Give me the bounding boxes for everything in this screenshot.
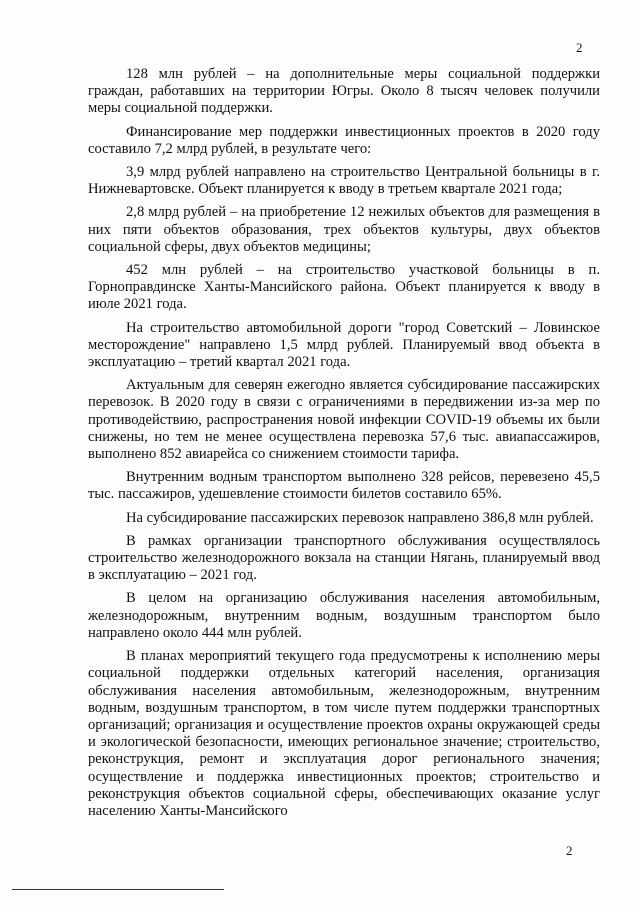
paragraph: 128 млн рублей – на дополнительные меры социальной поддержки граждан, работавших на территории Югры. Около 8 тысяч человек получили меры социальной поддержки. [88,66,600,117]
document-body [88,66,600,826]
bottom-rule [12,889,224,890]
paragraph: 3,9 млрд рублей направлено на строительство Центральной больницы в г. Нижневартовске. Объект планируется к вводу в третьем квартале 2021 года; [88,164,600,198]
paragraph: 452 млн рублей – на строительство участковой больницы в п. Горноправдинске Ханты-Мансийского района. Объект планируется к вводу в июле 2021 года. [88,262,600,313]
paragraph: Актуальным для северян ежегодно является субсидирование пассажирских перевозок. В 2020 году в связи с ограничениями в передвижении из-за мер по противодействию, распространения новой инфекции COVID-19 объемы их были снижены, но тем не менее осуществлена перевозка 57,6 тыс. авиапассажиров, выполнено 852 авиарейса со снижением стоимости тарифа. [88,377,600,463]
paragraph: В планах мероприятий текущего года предусмотрены к исполнению меры социальной поддержки отдельных категорий населения, организация обслуживания населения автомобильным, железнодорожным, внутренним водным, воздушным транспортом, в том числе путем поддержки транспортных организаций; организация и осуществление проектов охраны окружающей среды и экологической безопасности, имеющих региональное значение; строительство, реконструкция, ремонт и эксплуатация дорог регионального значения; осуществление и поддержка инвестиционных проектов; строительство и реконструкция объектов социальной сферы, обеспечивающих оказание услуг населению Ханты-Мансийского [88,648,600,819]
paragraph: В целом на организацию обслуживания населения автомобильным, железнодорожным, внутренним водным, воздушным транспортом было направлено около 444 млн рублей. [88,590,600,641]
paragraph: На строительство автомобильной дороги "город Советский – Ловинское месторождение" направлено 1,5 млрд рублей. Планируемый ввод объекта в эксплуатацию – третий квартал 2021 года. [88,319,600,371]
page-number-top: 2 [576,40,583,55]
paragraph: 2,8 млрд рублей – на приобретение 12 нежилых объектов для размещения в них пяти объектов образования, трех объектов культуры, двух объектов социальной сферы, двух объектов медицины; [88,204,600,255]
paragraph: Финансирование мер поддержки инвестиционных проектов в 2020 году составило 7,2 млрд рублей, в результате чего: [88,123,600,157]
page-number-bottom: 2 [566,843,573,858]
paragraph: Внутренним водным транспортом выполнено 328 рейсов, перевезено 45,5 тыс. пассажиров, удешевление стоимости билетов составило 65%. [88,469,600,503]
paragraph: В рамках организации транспортного обслуживания осуществлялось строительство железнодорожного вокзала на станции Нягань, планируемый ввод в эксплуатацию – 2021 год. [88,532,600,584]
paragraph: На субсидирование пассажирских перевозок направлено 386,8 млн рублей. [126,509,594,526]
